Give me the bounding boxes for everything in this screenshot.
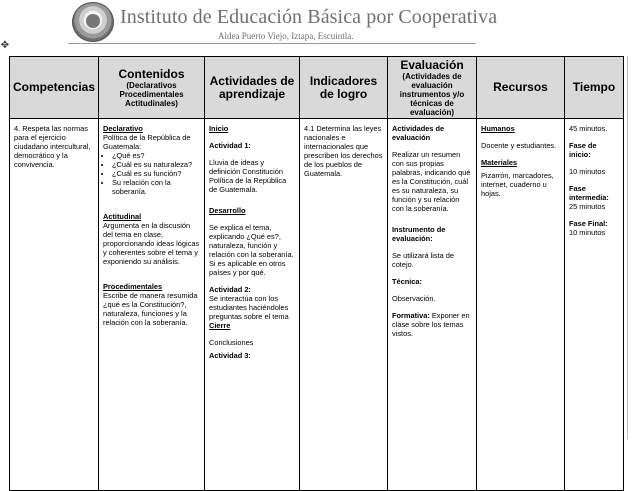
- actividad3-title: Actividad 3:: [209, 351, 251, 360]
- tecnica-title: Técnica:: [392, 277, 422, 286]
- header-row: [10, 57, 624, 119]
- fase-intermedia-value: 25 minutos: [569, 202, 606, 211]
- declarativo-title: Declarativo: [103, 124, 143, 133]
- content-row: [10, 119, 624, 491]
- cell-competencias[interactable]: [10, 119, 99, 491]
- declarativo-list: [103, 151, 200, 196]
- formativa-value: Exponer en clase sobre los temas vistos.: [392, 311, 470, 338]
- lesson-plan-table: [9, 56, 624, 491]
- header-rule: [68, 43, 476, 44]
- list-item: • ¿Qué es?: [112, 151, 200, 160]
- header-tiempo: Tiempo: [565, 57, 624, 119]
- declarativo-text: Política de la República de Guatemala:: [103, 133, 191, 151]
- cell-actividades[interactable]: [205, 119, 300, 491]
- header-contenidos: Contenidos (Declarativos Procedimentales Actitudinales): [99, 57, 205, 119]
- act-eval-text: Realizar un resumen con sus propias palabras, indicando qué es la Constitución, cuál es su naturaleza, su función y su relación con la soberanía.: [392, 150, 471, 213]
- institute-logo: [72, 2, 114, 42]
- desarrollo-text: Se explica el tema, explicando ¿Qué es?, naturaleza, función y relación con la soberanía. Si es aplicable en otros países y por qué.: [209, 223, 294, 277]
- cell-evaluacion[interactable]: [388, 119, 477, 491]
- fase-intermedia-label: Fase intermedia:: [569, 184, 609, 202]
- list-item: • ¿Cuál es su función?: [112, 169, 200, 178]
- header-recursos: Recursos: [477, 57, 565, 119]
- cell-indicadores[interactable]: [300, 119, 388, 491]
- desarrollo-title: Desarrollo: [209, 206, 246, 215]
- conclusiones-text: Conclusiones: [209, 338, 254, 347]
- header-actividades: Actividades de aprendizaje: [205, 57, 300, 119]
- cell-contenidos[interactable]: [99, 119, 205, 491]
- cell-tiempo[interactable]: [565, 119, 624, 491]
- actitudinal-title: Actitudinal: [103, 212, 142, 221]
- humanos-title: Humanos: [481, 124, 515, 133]
- table-move-handle-icon[interactable]: ✥: [0, 40, 10, 51]
- actividad2-title: Actividad 2:: [209, 285, 251, 294]
- materiales-title: Materiales: [481, 158, 518, 167]
- header-evaluacion: Evaluación (Actividades de evaluación instrumentos y/o técnicas de evaluación): [388, 57, 477, 119]
- fase-final-label: Fase Final:: [569, 219, 608, 228]
- act-eval-title: Actividades de evaluación: [392, 124, 445, 142]
- procedimentales-title: Procedimentales: [103, 282, 163, 291]
- instrumento-title: Instrumento de evaluación:: [392, 225, 446, 243]
- competencias-text: 4. Respeta las normas para el ejercicio ciudadano intercultural, democrático y la convivencia.: [14, 124, 91, 169]
- list-item: • Su relación con la soberanía.: [112, 178, 200, 196]
- cierre-title: Cierre: [209, 321, 231, 330]
- page-edge: [627, 56, 633, 439]
- institute-address: Aldea Puerto Viejo, Iztapa, Escuintla.: [218, 31, 354, 41]
- institute-title: Instituto de Educación Básica por Cooperativa: [120, 6, 498, 28]
- tiempo-total: 45 minutos.: [569, 124, 608, 133]
- fase-inicio-label: Fase de inicio:: [569, 141, 597, 159]
- actividad1-text: Lluvia de ideas y definición Constitución Política de la República de Guatemala.: [209, 158, 287, 194]
- actividad1-title: Actividad 1:: [209, 141, 251, 150]
- header-indicadores: Indicadores de logro: [300, 57, 388, 119]
- actividad2-text: Se interactúa con los estudiantes haciéndoles preguntas sobre el tema: [209, 294, 289, 321]
- actitudinal-text: Argumenta en la discusión del tema en clase, proporcionando ideas lógicas y coherentes sobre el tema y exponiendo su análisis.: [103, 221, 200, 266]
- humanos-text: Docente y estudiantes.: [481, 141, 557, 150]
- list-item: • ¿Cuál es su naturaleza?: [112, 160, 200, 169]
- tecnica-text: Observación.: [392, 294, 436, 303]
- fase-final-value: 10 minutos: [569, 228, 606, 237]
- indicadores-text: 4.1 Determina las leyes nacionales e internacionales que prescriben los derechos de los pueblos de Guatemala.: [304, 124, 383, 178]
- cell-recursos[interactable]: [477, 119, 565, 491]
- inicio-title: Inicio: [209, 124, 229, 133]
- instrumento-text: Se utilizará lista de cotejo.: [392, 251, 455, 269]
- formativa-text: [392, 311, 472, 338]
- fase-inicio-value: 10 minutos: [569, 167, 606, 176]
- header-competencias: Competencias: [10, 57, 99, 119]
- document-header: [0, 0, 633, 48]
- formativa-label: Formativa:: [392, 311, 430, 320]
- materiales-text: Pizarrón, marcadores, internet, cuaderno u hojas.: [481, 171, 554, 198]
- procedimentales-text: Escribe de manera resumida ¿qué es la Constitución?, naturaleza, funciones y la relación con la soberanía.: [103, 291, 198, 327]
